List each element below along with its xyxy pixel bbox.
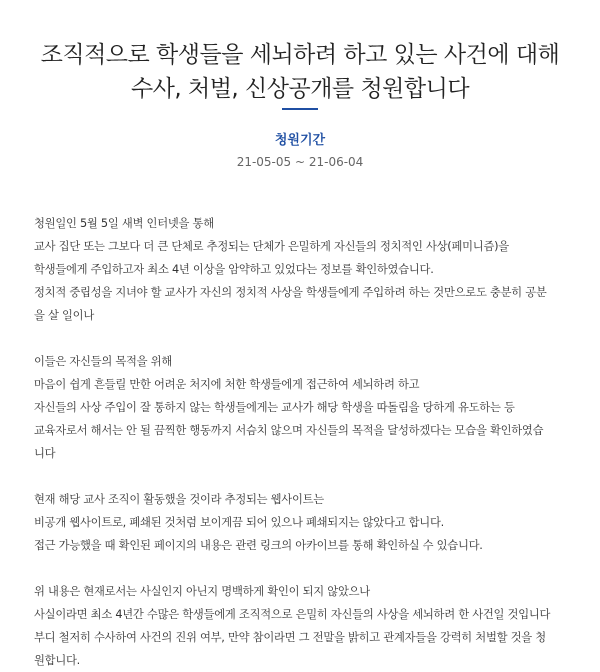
petition-text-line: 니다 [34, 447, 56, 460]
petition-text-line: 마음이 쉽게 흔들릴 만한 어려운 처지에 처한 학생들에게 접근하여 세뇌하려 하고 [34, 378, 420, 391]
petition-text-line: 접근 가능했을 때 확인된 페이지의 내용은 관련 링크의 아카이브를 통해 확인하실 수 있습니다. [34, 539, 483, 552]
petition-text-line: 이들은 자신들의 목적을 위해 [34, 355, 172, 368]
petition-body [34, 212, 564, 672]
petition-text-line: 현재 해당 교사 조직이 활동했을 것이라 추정되는 웹사이트는 [34, 493, 324, 506]
petition-paragraph [34, 212, 564, 327]
petition-text-line: 을 살 일이나 [34, 309, 94, 322]
petition-text-line: 원합니다. [34, 654, 80, 667]
petition-title-line: 조직적으로 학생들을 세뇌하려 하고 있는 사건에 대해 [40, 42, 560, 68]
title-divider [282, 108, 318, 110]
petition-text-line: 부디 철저히 수사하여 사건의 진위 여부, 만약 참이라면 그 전말을 밝히고 관계자들을 강력히 처벌할 것을 청 [34, 631, 546, 644]
petition-paragraph [34, 580, 564, 672]
petition-paragraph [34, 488, 564, 557]
petition-paragraph [34, 350, 564, 465]
petition-text-line: 청원일인 5월 5일 새벽 인터넷을 통해 [34, 217, 214, 230]
petition-text-line: 학생들에게 주입하고자 최소 4년 이상을 암약하고 있었다는 정보를 확인하였습니다. [34, 263, 434, 276]
petition-period-range: 21-05-05 ~ 21-06-04 [236, 155, 364, 169]
petition-text-line: 비공개 웹사이트로, 폐쇄된 것처럼 보이게끔 되어 있으나 폐쇄되지는 않았다고 합니다. [34, 516, 444, 529]
petition-text-line: 사실이라면 최소 4년간 수많은 학생들에게 조직적으로 은밀히 자신들의 사상을 세뇌하려 한 사건일 것입니다 [34, 608, 551, 621]
petition-title-line: 수사, 처벌, 신상공개를 청원합니다 [130, 76, 470, 102]
petition-text-line: 위 내용은 현재로서는 사실인지 아닌지 명백하게 확인이 되지 않았으나 [34, 585, 370, 598]
petition-title [0, 38, 600, 106]
petition-period-label: 청원기간 [274, 133, 326, 148]
petition-text-line: 자신들의 사상 주입이 잘 통하지 않는 학생들에게는 교사가 해당 학생을 따돌림을 당하게 유도하는 등 [34, 401, 515, 414]
petition-text-line: 교육자로서 해서는 안 될 끔찍한 행동까지 서슴치 않으며 자신들의 목적을 달성하겠다는 모습을 확인하였습 [34, 424, 544, 437]
petition-text-line: 정치적 중립성을 지녀야 할 교사가 자신의 정치적 사상을 학생들에게 주입하려 하는 것만으로도 충분히 공분 [34, 286, 547, 299]
petition-text-line: 교사 집단 또는 그보다 더 큰 단체로 추정되는 단체가 은밀하게 자신들의 정치적인 사상(페미니즘)을 [34, 240, 509, 253]
